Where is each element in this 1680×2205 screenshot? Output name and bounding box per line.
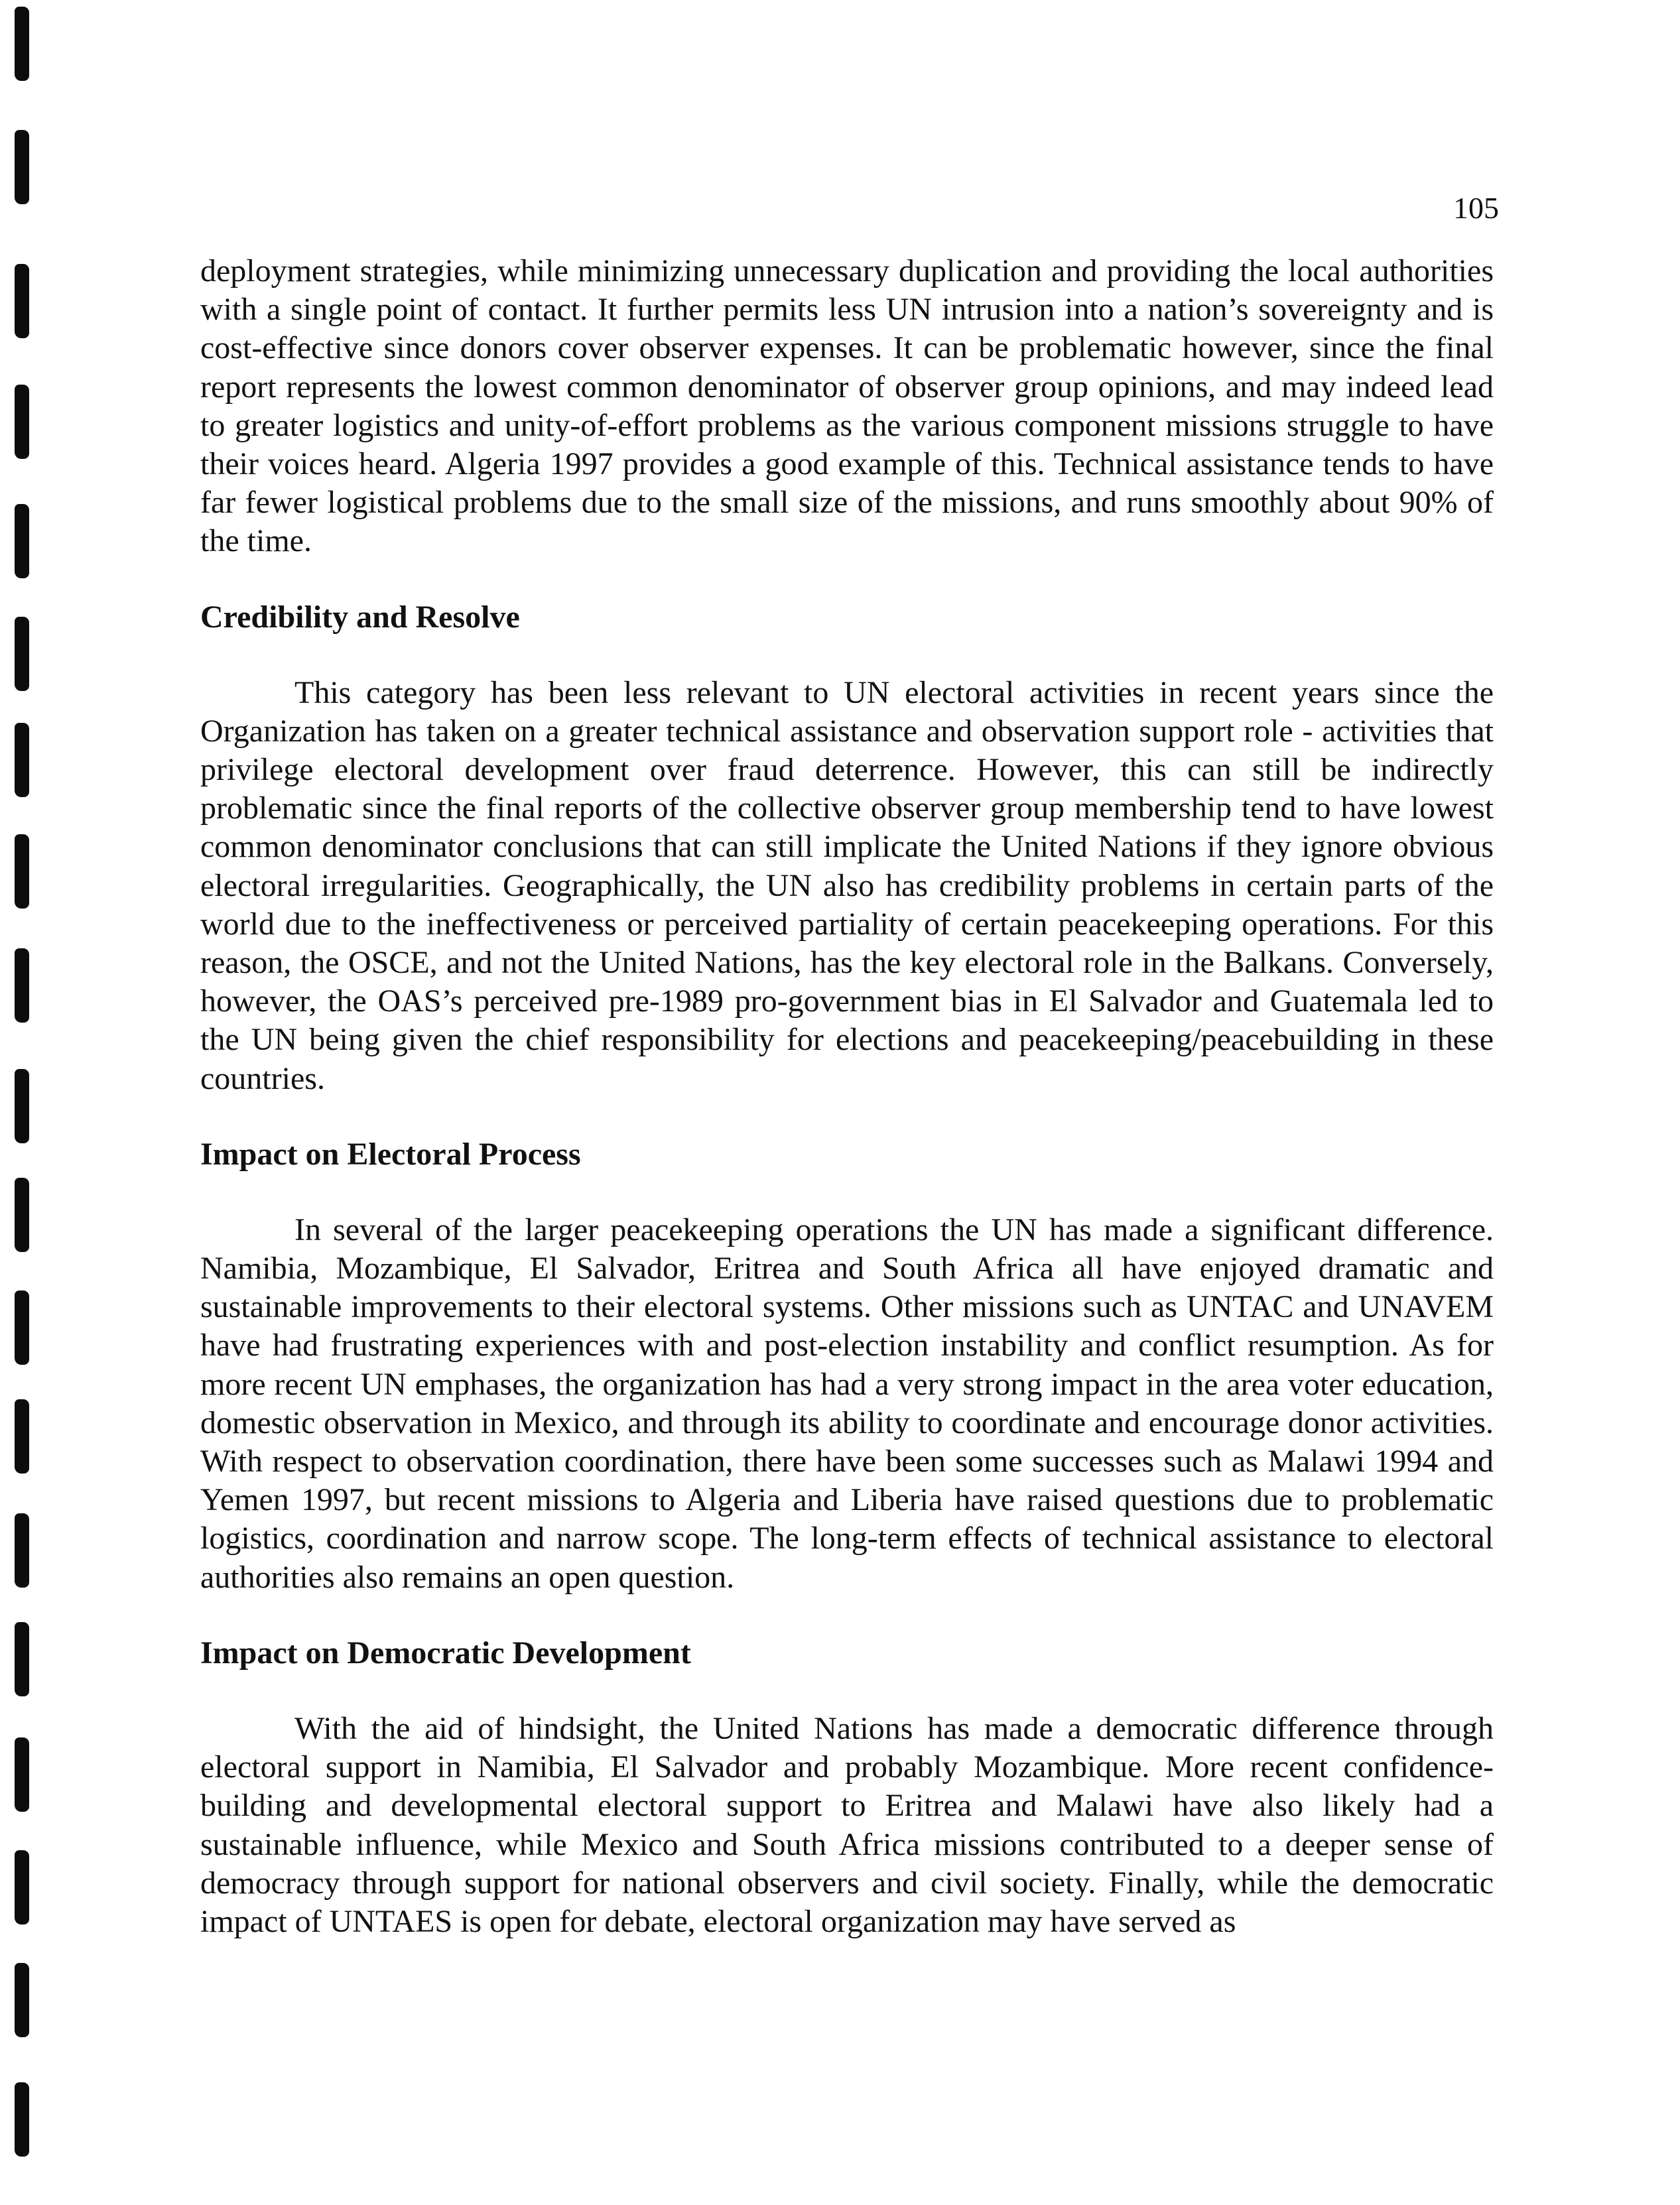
binding-mark [15, 617, 29, 691]
section-heading-impact-on-electoral-process: Impact on Electoral Process [200, 1136, 581, 1172]
binding-mark [15, 264, 29, 338]
binding-mark [15, 948, 29, 1023]
body-paragraph: This category has been less relevant to UN electoral activities in recent years since the Organization has taken on a greater technical assistance and observation support role - activities that privilege electoral development over fraud deterrence. However, this can still be indirectly problematic since the final reports of the collective observer group membership tend to have lowest common denominator conclusions that can still implicate the United Nations if they ignore obvious electoral irregularities. Geographically, the UN also has credibility problems in certain parts of the world due to the ineffectiveness or perceived partiality of certain peacekeeping operations. For this reason, the OSCE, and not the United Nations, has the key electoral role in the Balkans. Conversely, however, the OAS’s perceived pre-1989 pro-government bias in El Salvador and Guatemala led to the UN being given the chief responsibility for elections and peacekeeping/peacebuilding in these countries. [200, 674, 1494, 1096]
section-heading-impact-on-democratic-development: Impact on Democratic Development [200, 1635, 691, 1670]
binding-mark [15, 1622, 29, 1696]
binding-mark [15, 385, 29, 459]
binding-mark [15, 834, 29, 909]
binding-mark [15, 504, 29, 578]
binding-mark [15, 1513, 29, 1588]
binding-mark [15, 1737, 29, 1812]
page-number: 105 [1453, 191, 1499, 225]
binding-mark [15, 2082, 29, 2157]
page-body [200, 252, 1494, 1941]
binding-mark [15, 1069, 29, 1143]
body-paragraph: With the aid of hindsight, the United Nations has made a democratic difference through electoral support in Namibia, El Salvador and probably Mozambique. More recent confidence-building and developmental electoral support to Eritrea and Malawi have also likely had a sustainable influence, while Mexico and South Africa missions contributed to a deeper sense of democracy through support for national observers and civil society. Finally, while the democratic impact of UNTAES is open for debate, electoral organization may have served as [200, 1710, 1494, 1939]
binding-mark [15, 723, 29, 797]
binding-marks [15, 0, 38, 2205]
binding-mark [15, 7, 29, 81]
binding-mark [15, 1178, 29, 1252]
section-heading-credibility-and-resolve: Credibility and Resolve [200, 599, 520, 635]
binding-mark [15, 130, 29, 204]
binding-mark [15, 1850, 29, 1924]
body-paragraph: deployment strategies, while minimizing unnecessary duplication and providing the local authorities with a single point of contact. It further permits less UN intrusion into a nation’s sovereignty and is cost-effective since donors cover observer expenses. It can be problematic however, since the final report represents the lowest common denominator of observer group opinions, and may indeed lead to greater logistics and unity-of-effort problems as the various component missions struggle to have their voices heard. Algeria 1997 provides a good example of this. Technical assistance tends to have far fewer logistical problems due to the small size of the missions, and runs smoothly about 90% of the time. [200, 253, 1494, 559]
binding-mark [15, 1399, 29, 1474]
binding-mark [15, 1291, 29, 1365]
body-paragraph: In several of the larger peacekeeping operations the UN has made a significant difference. Namibia, Mozambique, El Salvador, Eritrea and South Africa all have enjoyed dramatic and sustainable improvements to their electoral systems. Other missions such as UNTAC and UNAVEM have had frustrating experiences with and post-election instability and conflict resumption. As for more recent UN emphases, the organization has had a very strong impact in the area voter education, domestic observation in Mexico, and through its ability to coordinate and encourage donor activities. With respect to observation coordination, there have been some successes such as Malawi 1994 and Yemen 1997, but recent missions to Algeria and Liberia have raised questions due to problematic logistics, coordination and narrow scope. The long-term effects of technical assistance to electoral authorities also remains an open question. [200, 1212, 1494, 1595]
binding-mark [15, 1963, 29, 2037]
